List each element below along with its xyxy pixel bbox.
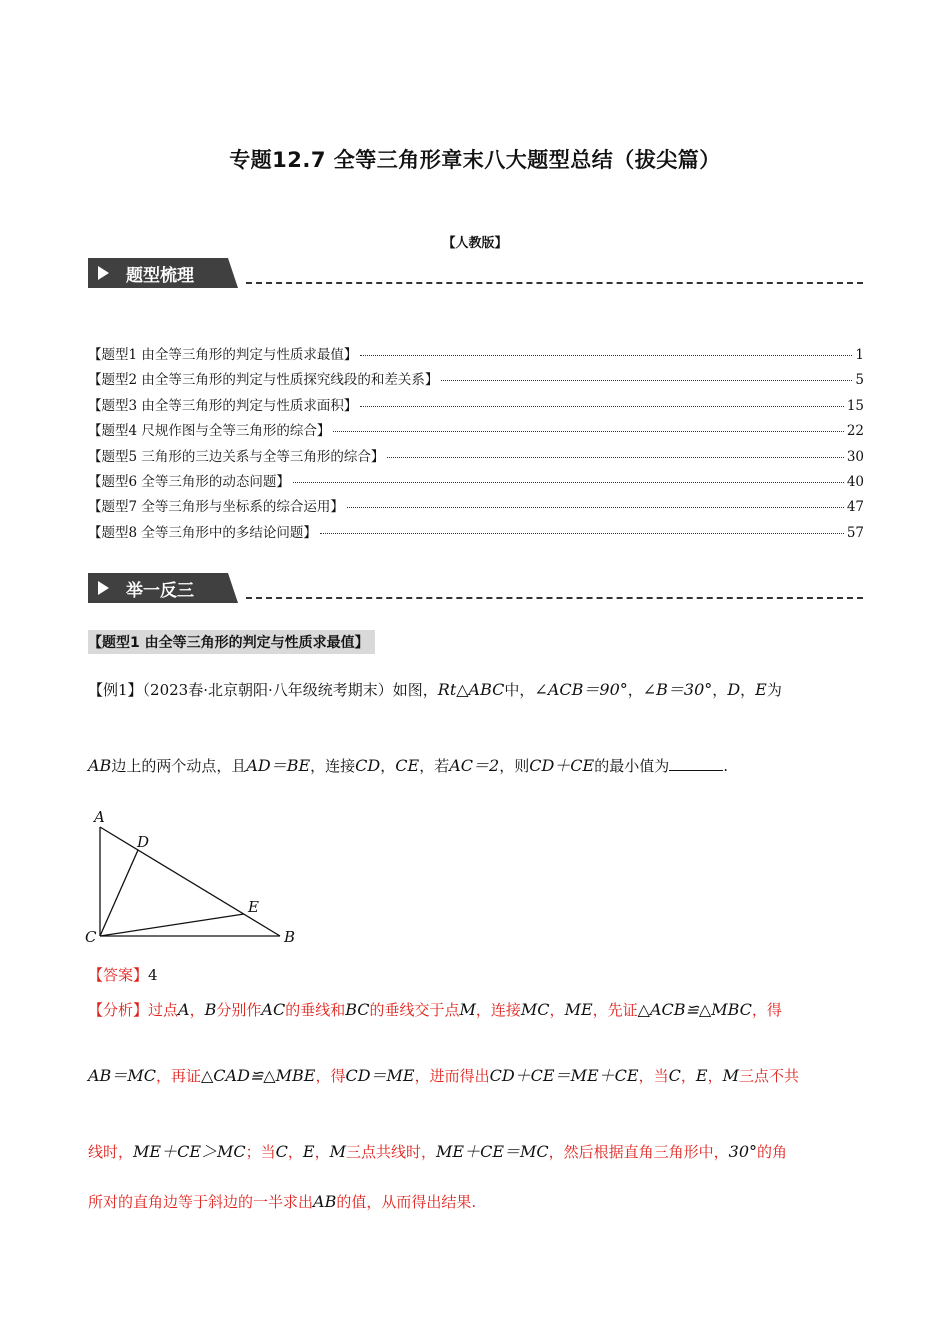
dash-divider <box>246 282 863 284</box>
math-expr: ME＋CE＞MC <box>133 1142 246 1161</box>
toc-leader-dots <box>320 533 844 534</box>
toc-item[interactable] <box>88 419 864 444</box>
math-expr: AB <box>88 756 112 775</box>
math-expr: C <box>668 1066 681 1085</box>
segment-AB <box>100 827 280 936</box>
text: 的垂线和 <box>285 1001 346 1019</box>
banner-label: 举一反三 <box>126 581 194 601</box>
math-expr: M <box>459 1000 476 1019</box>
math-expr: ∠ACB＝90° <box>534 680 628 699</box>
toc-item-page: 40 <box>846 473 864 490</box>
toc-leader-dots <box>347 507 844 508</box>
math-expr: MC <box>520 1000 550 1019</box>
text: ，若 <box>419 757 450 775</box>
text: 边上的两个动点，且 <box>111 757 247 775</box>
vertex-label-B: B <box>284 928 296 946</box>
text: ， <box>627 681 643 699</box>
toc-item-page: 57 <box>846 524 864 541</box>
toc-item-page: 22 <box>846 423 864 440</box>
math-expr: AC＝2 <box>449 756 500 775</box>
text: ，再证 <box>155 1067 201 1085</box>
math-expr: AB＝MC <box>88 1066 156 1085</box>
text: 的最小值为 <box>594 757 670 775</box>
example-line-2 <box>88 756 864 777</box>
toc-leader-dots <box>441 380 852 381</box>
text: ，得 <box>315 1067 346 1085</box>
toc-leader-dots <box>293 482 844 483</box>
math-expr: M <box>329 1142 347 1161</box>
toc-leader-dots <box>333 431 843 432</box>
text: 三点共线时， <box>346 1143 437 1161</box>
math-expr: △CAD≌△MBE <box>200 1066 316 1085</box>
math-expr: E <box>695 1066 708 1085</box>
analysis-line-1 <box>88 1000 864 1021</box>
text: ；当 <box>245 1143 276 1161</box>
math-expr: ME <box>564 1000 593 1019</box>
answer-label: 【答案】 <box>88 966 149 984</box>
page-title: 专题12.7 全等三角形章末八大题型总结（拔尖篇） <box>229 148 721 172</box>
math-expr: CE <box>395 756 420 775</box>
vertex-label-A: A <box>94 808 105 826</box>
play-arrow-icon <box>98 581 109 595</box>
toc-item-page: 30 <box>846 448 864 465</box>
text: ，连接 <box>310 757 356 775</box>
text: ， <box>287 1143 303 1161</box>
math-expr: CD＝ME <box>345 1066 415 1085</box>
text: 所对的直角边等于斜边的一半求出 <box>88 1193 314 1211</box>
segment-CE <box>100 914 244 936</box>
math-expr: B <box>204 1000 217 1019</box>
answer-value: 4 <box>148 966 158 984</box>
example-line-1 <box>88 680 864 701</box>
text: ，则 <box>499 757 530 775</box>
vertex-label-E: E <box>248 898 259 916</box>
question-type-heading: 【题型1 由全等三角形的判定与性质求最值】 <box>88 630 375 654</box>
toc-item-page: 47 <box>846 499 864 516</box>
text: . <box>723 757 728 775</box>
math-expr: E <box>302 1142 315 1161</box>
toc-item[interactable] <box>88 470 864 495</box>
text: ， <box>740 681 756 699</box>
triangle-figure <box>82 800 312 950</box>
toc-item[interactable] <box>88 368 864 393</box>
toc-item-title: 【题型3 由全等三角形的判定与性质求面积】 <box>88 397 358 414</box>
text: ， <box>380 757 396 775</box>
example-label: 【例1】 <box>88 681 143 699</box>
vertex-label-C: C <box>85 928 97 946</box>
math-expr: ME＋CE＝MC <box>436 1142 549 1161</box>
table-of-contents <box>88 343 864 546</box>
text: ，连接 <box>475 1001 521 1019</box>
toc-item-title: 【题型5 三角形的三边关系与全等三角形的综合】 <box>88 448 385 465</box>
play-arrow-icon <box>98 266 109 280</box>
math-expr: D <box>727 680 741 699</box>
toc-item[interactable] <box>88 445 864 470</box>
banner-label: 题型梳理 <box>126 266 194 286</box>
toc-item[interactable] <box>88 495 864 520</box>
text: 过点 <box>148 1001 179 1019</box>
text: ， <box>549 1001 565 1019</box>
toc-leader-dots <box>387 457 843 458</box>
toc-item[interactable] <box>88 521 864 546</box>
analysis-line-2 <box>88 1066 864 1087</box>
analysis-line-4 <box>88 1192 864 1213</box>
edition-label: 【人教版】 <box>442 236 508 251</box>
text: ， <box>680 1067 696 1085</box>
text: ，进而得出 <box>414 1067 490 1085</box>
text: ，先证 <box>592 1001 638 1019</box>
math-expr: CD＋CE <box>529 756 595 775</box>
toc-item-title: 【题型1 由全等三角形的判定与性质求最值】 <box>88 347 358 363</box>
math-expr: M <box>722 1066 739 1085</box>
text: ， <box>189 1001 205 1019</box>
math-expr: E <box>755 680 767 699</box>
math-expr: C <box>275 1142 288 1161</box>
toc-leader-dots <box>360 406 843 407</box>
segment-CD <box>100 850 138 936</box>
text: 的垂线交于点 <box>369 1001 460 1019</box>
text: 中， <box>504 681 535 699</box>
section-banner-practice <box>88 573 863 609</box>
text: 三点不共 <box>738 1067 799 1085</box>
example-source: （2023春·北京朝阳·八年级统考期末）如图， <box>142 681 438 699</box>
math-expr: Rt△ABC <box>437 680 505 699</box>
vertex-label-D: D <box>137 833 150 851</box>
text: ，得 <box>751 1001 782 1019</box>
math-expr: CD＋CE＝ME＋CE <box>489 1066 639 1085</box>
math-expr: △ACB≌△MBC <box>637 1000 752 1019</box>
math-expr: AC <box>261 1000 286 1019</box>
math-expr: 30° <box>728 1142 758 1161</box>
toc-item-page: 15 <box>846 397 864 414</box>
text: ， <box>712 681 728 699</box>
answer-line <box>88 966 864 986</box>
toc-item-title: 【题型2 由全等三角形的判定与性质探究线段的和差关系】 <box>88 372 439 389</box>
math-expr: BC <box>345 1000 370 1019</box>
text: ，当 <box>638 1067 669 1085</box>
text: 的角 <box>757 1143 788 1161</box>
math-expr: AB <box>313 1192 337 1211</box>
toc-item-page: 5 <box>855 372 864 389</box>
analysis-label: 【分析】 <box>88 1001 149 1019</box>
answer-blank <box>669 770 723 771</box>
math-expr: ∠B＝30° <box>642 680 713 699</box>
toc-item-page: 1 <box>855 347 864 363</box>
analysis-line-3 <box>88 1142 864 1163</box>
text: 的值，从而得出结果. <box>336 1193 477 1211</box>
toc-item-title: 【题型8 全等三角形中的多结论问题】 <box>88 524 317 541</box>
text: ，然后根据直角三角形中， <box>548 1143 729 1161</box>
math-expr: CD <box>355 756 381 775</box>
toc-item[interactable] <box>88 343 864 368</box>
math-expr: A <box>178 1000 190 1019</box>
toc-item-title: 【题型6 全等三角形的动态问题】 <box>88 473 290 490</box>
text: 线时， <box>88 1143 134 1161</box>
text: 分别作 <box>216 1001 262 1019</box>
text: ， <box>707 1067 723 1085</box>
text: ， <box>314 1143 330 1161</box>
toc-item-title: 【题型4 尺规作图与全等三角形的综合】 <box>88 423 331 440</box>
section-banner-overview <box>88 258 863 294</box>
dash-divider <box>246 597 863 599</box>
toc-item-title: 【题型7 全等三角形与坐标系的综合运用】 <box>88 499 344 516</box>
toc-leader-dots <box>360 355 852 356</box>
text: 为 <box>766 681 782 699</box>
math-expr: AD＝BE <box>246 756 311 775</box>
toc-item[interactable] <box>88 394 864 419</box>
